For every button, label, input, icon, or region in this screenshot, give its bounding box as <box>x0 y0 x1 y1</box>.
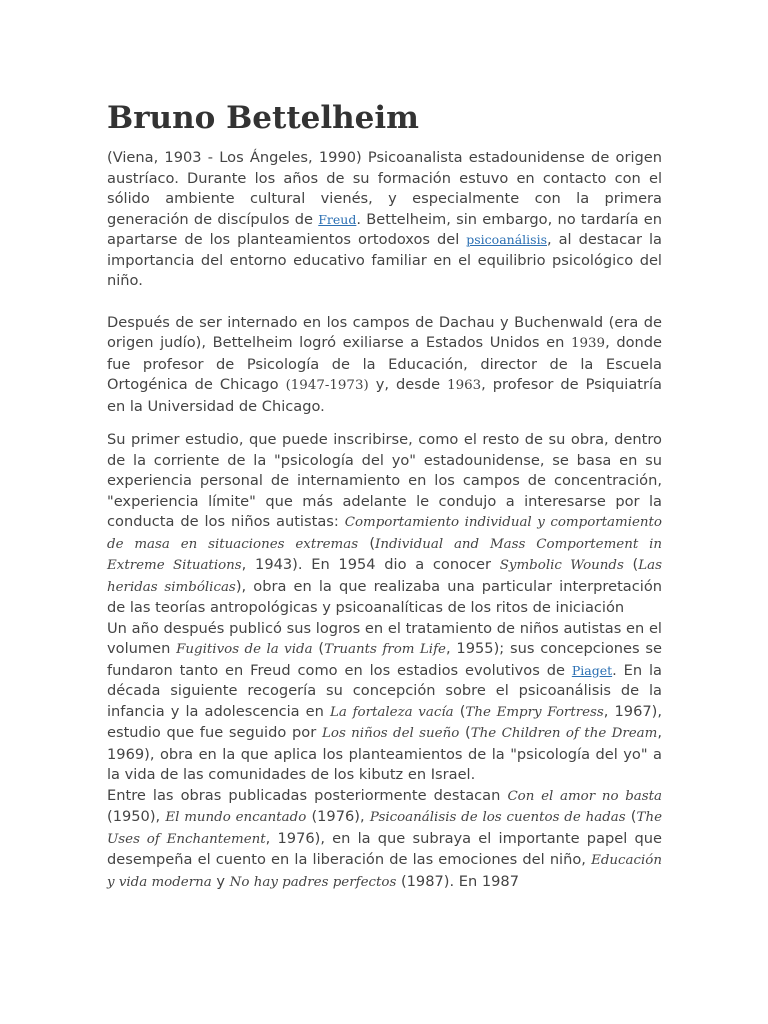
text: ( <box>459 724 471 741</box>
text: Un año después publicó sus logros en el tratamiento de niños autistas en el volumen <box>107 619 662 657</box>
book-title: Comportamiento individual y comportamiento de masa en situaciones extremas <box>107 515 662 552</box>
page-title: Bruno Bettelheim <box>107 100 419 136</box>
paragraph-autism-work <box>107 619 662 786</box>
text: ( <box>358 534 376 552</box>
text: . Bettelheim, sin embargo, no tardaría en apartarse de los planteamientos ortodoxos del <box>107 210 662 248</box>
text: , al destacar la importancia del entorno educativo familiar en el equilibrio psicológico del niño. <box>107 231 663 289</box>
link-piaget[interactable]: Piaget <box>571 662 613 678</box>
text: (1950), <box>107 808 166 825</box>
book-title: Educación y vida moderna <box>107 853 662 890</box>
text: 1963 <box>447 378 482 393</box>
book-title: La fortaleza vacía <box>330 704 454 720</box>
paragraph-intro <box>107 148 662 292</box>
text: , donde fue profesor de Psicología de la Educación, director de la Escuela Ortogénica de Chicago <box>107 334 662 393</box>
book-title: Con el amor no basta <box>507 788 662 804</box>
text: ( <box>623 556 639 573</box>
book-title: Individual and Mass Comportement in Extreme Situations <box>107 536 662 573</box>
book-title: Los niños del sueño <box>321 726 460 741</box>
text: , profesor de Psiquiatría en la Universidad de Chicago. <box>107 376 662 415</box>
text: , 1967), estudio que fue seguido por <box>107 702 662 741</box>
text: , 1943). En 1954 dio a conocer <box>241 556 500 573</box>
text: , 1976), en la que subraya el importante papel que desempeña el cuento en la liberación de las emociones del niño, <box>107 829 662 868</box>
text: ( <box>312 640 325 657</box>
book-title: Truants from Life <box>324 642 446 657</box>
article <box>107 98 662 893</box>
text: Después de ser internado en los campos de Dachau y Buchenwald (era de origen judío), Bettelheim logró exiliarse a Estados Unidos en <box>107 313 662 351</box>
book-title: The Children of the Dream <box>470 726 658 741</box>
book-title: The Empry Fortress <box>465 704 604 720</box>
paragraph-exile <box>107 313 662 418</box>
text: ), obra en la que realizaba una particular interpretación de las teorías antropológicas y psicoanalíticas de los ritos de iniciación <box>107 577 663 616</box>
text: (Viena, 1903 - Los Ángeles, 1990) Psicoanalista estadounidense de origen austríaco. Durante los años de su formación estuvo en contacto con el sólido ambiente cultural vienés, y especialmente con la primera generación de discípulos de <box>107 149 662 228</box>
paragraph-later-works <box>107 786 662 894</box>
paragraph-first-study <box>107 430 662 619</box>
text: y, desde <box>368 376 448 393</box>
text: (1947-1973) <box>285 378 369 393</box>
link-freud[interactable]: Freud <box>318 211 357 227</box>
text: Entre las obras publicadas posteriormente destacan <box>107 786 508 804</box>
book-title: The Uses of Enchantement <box>107 810 662 847</box>
text: (1987). En 1987 <box>396 872 520 890</box>
text: y <box>211 872 230 890</box>
book-title: Symbolic Wounds <box>499 558 624 573</box>
book-title: El mundo encantado <box>165 810 307 825</box>
book-title: Las heridas simbólicas <box>107 558 662 595</box>
text: . En la década siguiente recogería su concepción sobre el psicoanálisis de la infancia y la adolescencia en <box>107 661 662 720</box>
text: ( <box>625 808 637 825</box>
text: Su primer estudio, que puede inscribirse, como el resto de su obra, dentro de la corriente de la "psicología del yo" estadounidense, se basa en su experiencia personal de internamiento en los campos de concentración, "experiencia límite" que más adelante le condujo a interesarse por la conducta de los niños autistas: <box>107 431 662 530</box>
text: , 1955); sus concepciones se fundaron tanto en Freud como en los estadios evolutivos de <box>107 640 662 679</box>
text: , 1969), obra en la que aplica los planteamientos de la "psicología del yo" a la vida de las comunidades de los kibutz en Israel. <box>107 724 662 783</box>
text: (1976), <box>306 808 370 825</box>
book-title: No hay padres perfectos <box>229 874 397 890</box>
book-title: Psicoanálisis de los cuentos de hadas <box>369 810 626 825</box>
link-psicoanalisis[interactable]: psicoanálisis <box>466 232 547 247</box>
book-title: Fugitivos de la vida <box>176 642 313 657</box>
text: ( <box>453 702 466 720</box>
text: 1939 <box>570 336 606 351</box>
